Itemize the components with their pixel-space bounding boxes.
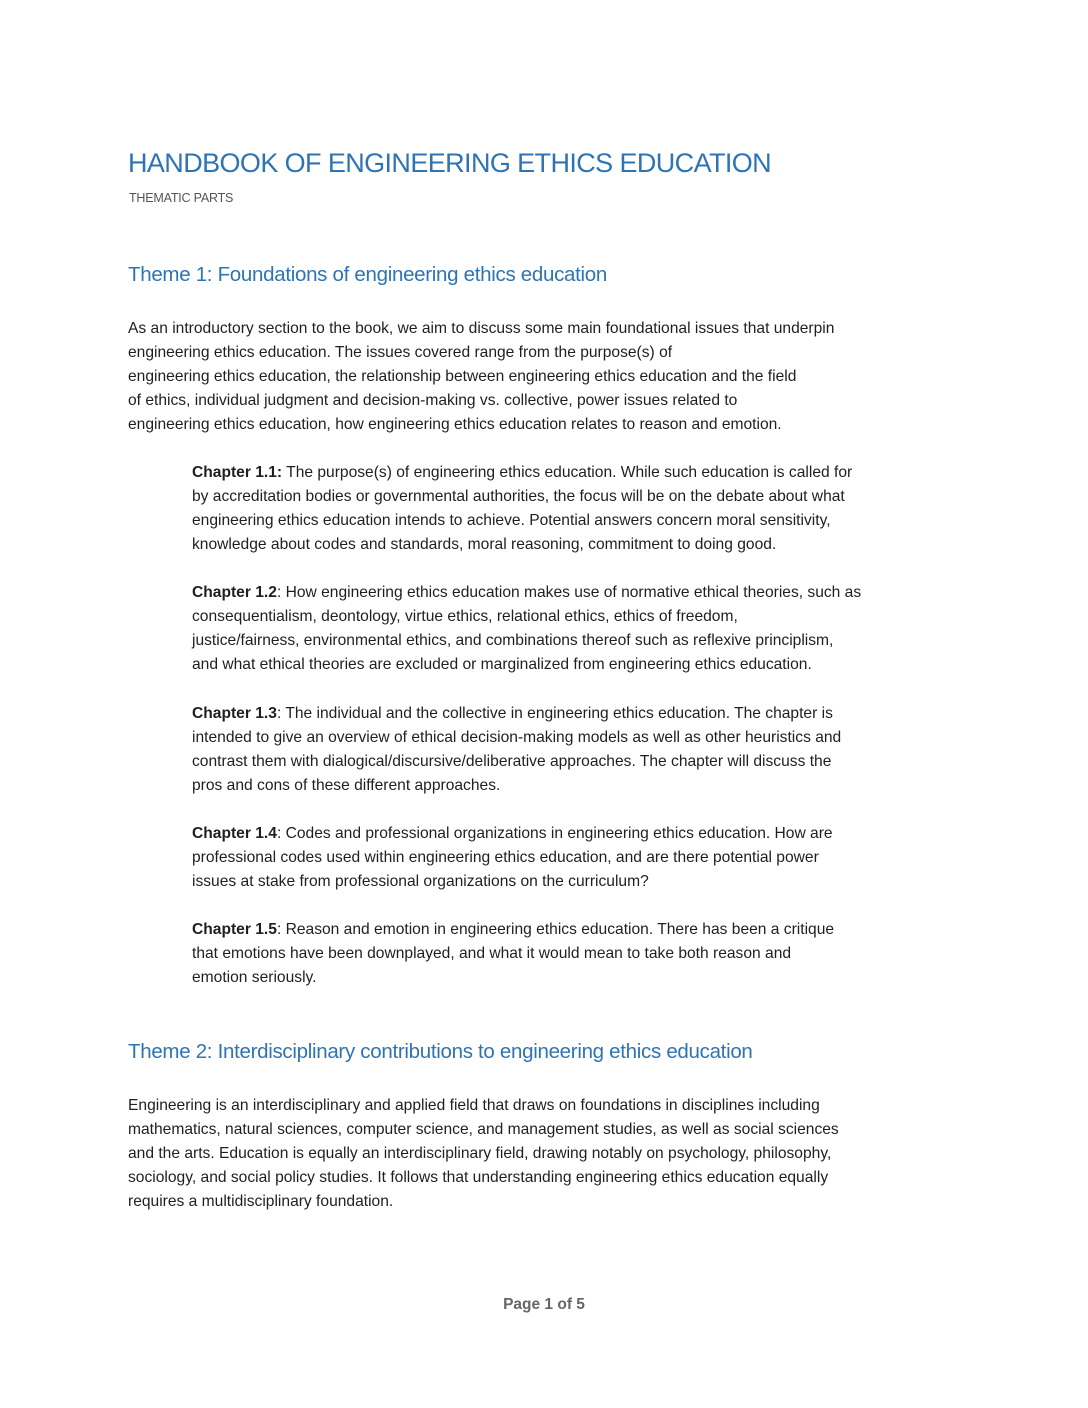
paragraph-line: Engineering is an interdisciplinary and applied field that draws on foundations in disciplines including (128, 1097, 820, 1114)
paragraph-line: As an introductory section to the book, we aim to discuss some main foundational issues that underpin (128, 320, 835, 337)
paragraph-line: of ethics, individual judgment and decision-making vs. collective, power issues related to (128, 392, 738, 409)
paragraph-line: by accreditation bodies or governmental authorities, the focus will be on the debate about what (192, 488, 845, 505)
paragraph-line: and what ethical theories are excluded or marginalized from engineering ethics education. (192, 656, 812, 673)
paragraph-line: sociology, and social policy studies. It follows that understanding engineering ethics education equally (128, 1169, 829, 1186)
paragraph-line: engineering ethics education intends to achieve. Potential answers concern moral sensitivity, (192, 512, 831, 529)
chapter-text: : How engineering ethics education makes use of normative ethical theories, such as (276, 584, 862, 601)
paragraph-line: that emotions have been downplayed, and what it would mean to take both reason and (192, 945, 792, 962)
paragraph-line: justice/fairness, environmental ethics, and combinations thereof such as reflexive principlism, (192, 632, 834, 649)
chapter-text: : Codes and professional organizations in engineering ethics education. How are (276, 825, 833, 842)
chapter-text: : Reason and emotion in engineering ethics education. There has been a critique (276, 921, 835, 938)
chapter-1-1-description (192, 461, 972, 557)
paragraph-line: engineering ethics education, the relationship between engineering ethics education and the field (128, 368, 797, 385)
theme-1-heading: Theme 1: Foundations of engineering ethics education (128, 263, 608, 286)
chapter-1-2-description (192, 581, 972, 677)
paragraph-line (192, 461, 972, 485)
chapter-1-5-description (192, 918, 972, 990)
theme-2-intro-paragraph (128, 1094, 968, 1214)
paragraph-line (192, 702, 972, 726)
paragraph-line (192, 581, 972, 605)
page-number-footer: Page 1 of 5 (503, 1296, 585, 1313)
paragraph-line: knowledge about codes and standards, moral reasoning, commitment to doing good. (192, 536, 777, 553)
paragraph-line: consequentialism, deontology, virtue ethics, relational ethics, ethics of freedom, (192, 608, 738, 625)
paragraph-line (192, 822, 972, 846)
document-title: HANDBOOK OF ENGINEERING ETHICS EDUCATION (128, 148, 772, 178)
paragraph-line: pros and cons of these different approaches. (192, 777, 501, 794)
chapter-1-3-description (192, 702, 972, 798)
theme-1-intro-paragraph (128, 317, 968, 437)
paragraph-line: engineering ethics education. The issues covered range from the purpose(s) of (128, 344, 673, 361)
theme-2-heading: Theme 2: Interdisciplinary contributions to engineering ethics education (128, 1040, 753, 1063)
chapter-text: : The individual and the collective in engineering ethics education. The chapter is (276, 705, 833, 722)
document-subtitle: THEMATIC PARTS (129, 191, 234, 205)
chapter-1-4-description (192, 822, 972, 894)
paragraph-line: mathematics, natural sciences, computer science, and management studies, as well as social sciences (128, 1121, 839, 1138)
paragraph-line (192, 918, 972, 942)
chapter-label: Chapter 1.2 (192, 584, 277, 601)
paragraph-line: professional codes used within engineering ethics education, and are there potential power (192, 849, 819, 866)
paragraph-line: requires a multidisciplinary foundation. (128, 1193, 394, 1210)
chapter-label: Chapter 1.3 (192, 705, 277, 722)
paragraph-line: issues at stake from professional organizations on the curriculum? (192, 873, 649, 890)
chapter-label: Chapter 1.1: (192, 464, 283, 481)
paragraph-line: intended to give an overview of ethical decision-making models as well as other heuristics and (192, 729, 842, 746)
paragraph-line: contrast them with dialogical/discursive/deliberative approaches. The chapter will discuss the (192, 753, 832, 770)
paragraph-line: and the arts. Education is equally an interdisciplinary field, drawing notably on psychology, philosophy, (128, 1145, 832, 1162)
chapter-label: Chapter 1.5 (192, 921, 277, 938)
paragraph-line: engineering ethics education, how engineering ethics education relates to reason and emotion. (128, 416, 782, 433)
chapter-label: Chapter 1.4 (192, 825, 277, 842)
chapter-text: The purpose(s) of engineering ethics education. While such education is called for (282, 464, 853, 481)
paragraph-line: emotion seriously. (192, 969, 317, 986)
